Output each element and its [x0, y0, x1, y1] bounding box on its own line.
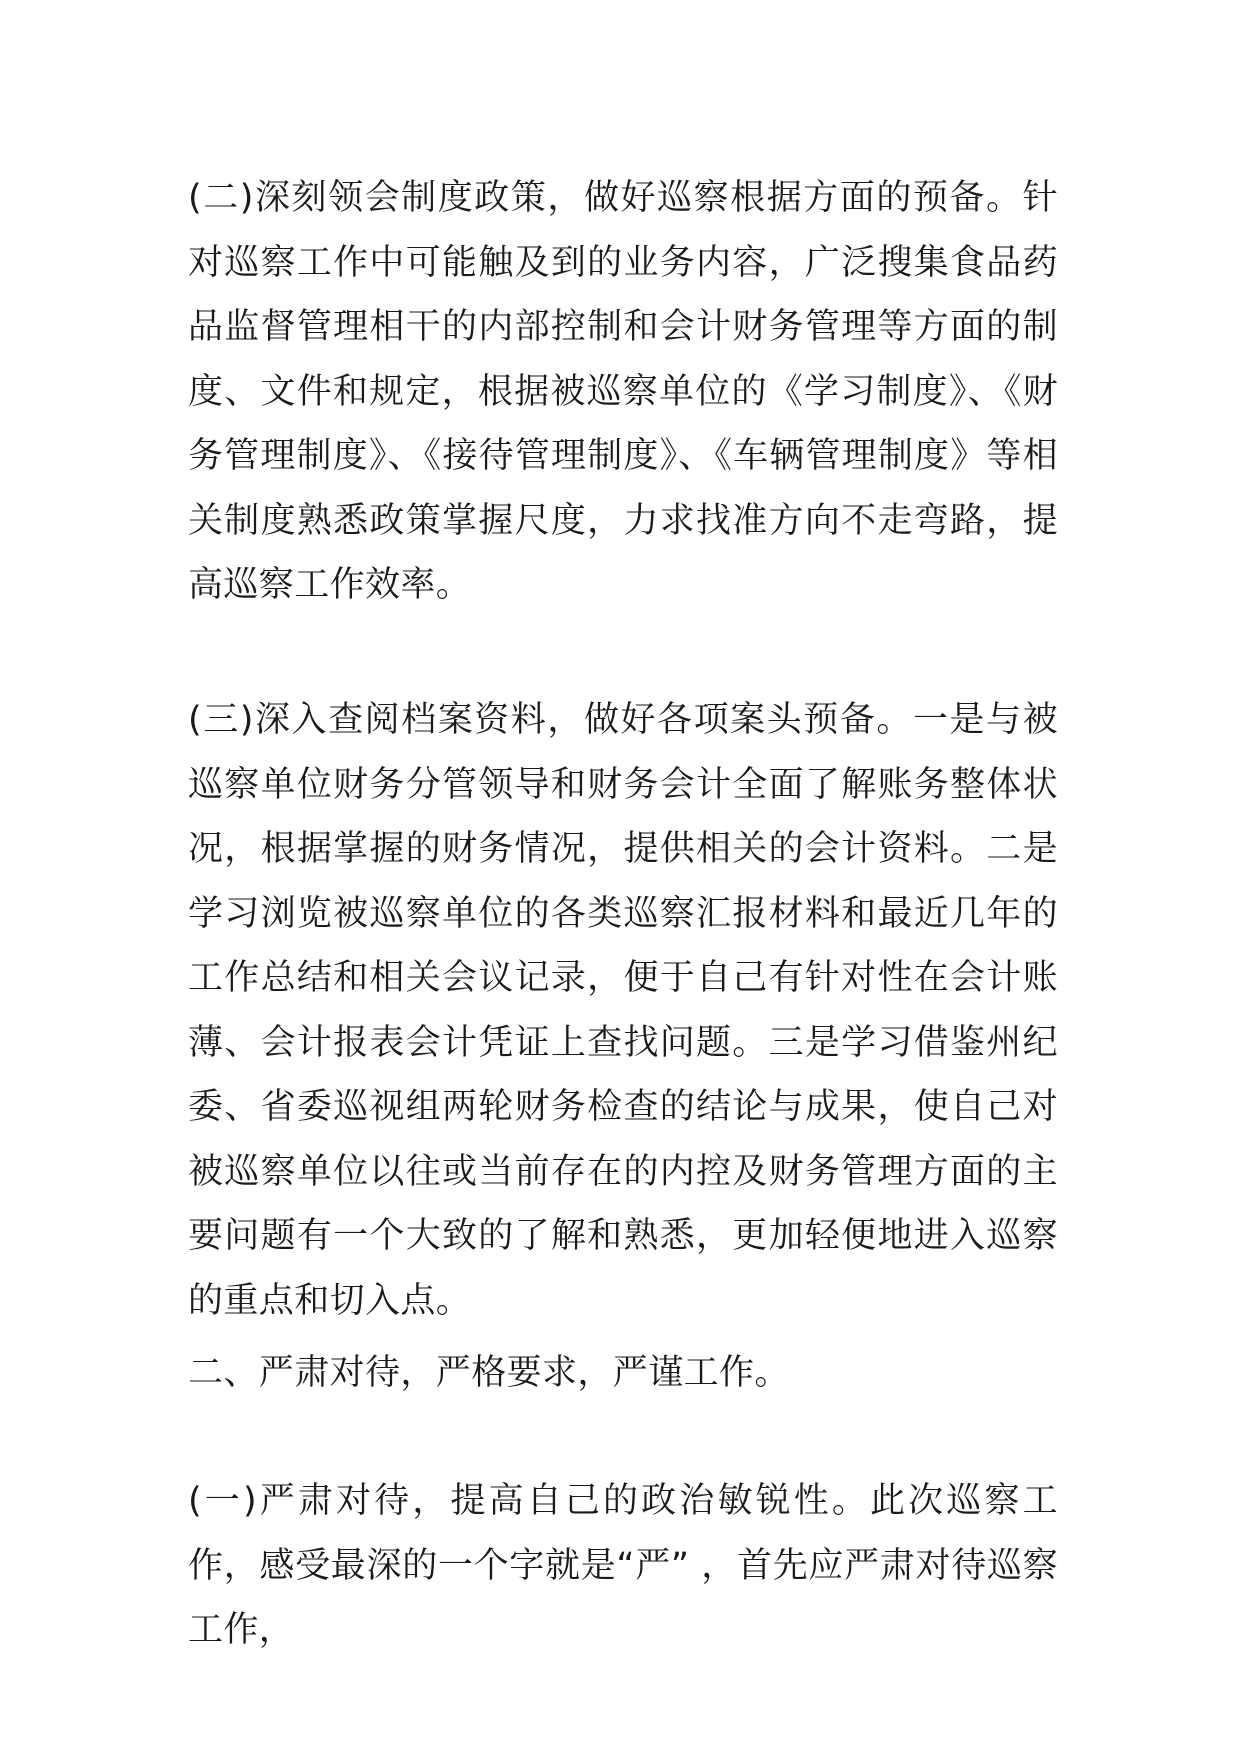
- paragraph-policy-preparation: (二)深刻领会制度政策，做好巡察根据方面的预备。针对巡察工作中可能触及到的业务内容，广泛搜集食品药品监督管理相干的内部控制和会计财务管理等方面的制度、文件和规定，根据被巡察单位的《学习制度》、《财务管理制度》、《接待管理制度》、《车辆管理制度》等相关制度熟悉政策掌握尺度，力求找准方向不走弯路，提高巡察工作效率。: [188, 178, 1058, 605]
- paragraph-archive-review: (三)深入查阅档案资料，做好各项案头预备。一是与被巡察单位财务分管领导和财务会计全面了解账务整体状况，根据掌握的财务情况，提供相关的会计资料。二是学习浏览被巡察单位的各类巡察汇报材料和最近几年的工作总结和相关会议记录，便于自己有针对性在会计账薄、会计报表会计凭证上查找问题。三是学习借鉴州纪委、省委巡视组两轮财务检查的结论与成果，使自己对被巡察单位以往或当前存在的内控及财务管理方面的主要问题有一个大致的了解和熟悉，更加轻便地进入巡察的重点和切入点。: [188, 700, 1058, 1321]
- paragraph-political-sensitivity: (一)严肃对待，提高自己的政治敏锐性。此次巡察工作，感受最深的一个字就是“严” ，首先应严肃对待巡察工作，: [188, 1481, 1058, 1650]
- section-heading-strict-attitude: 二、严肃对待，严格要求，严谨工作。: [188, 1353, 790, 1393]
